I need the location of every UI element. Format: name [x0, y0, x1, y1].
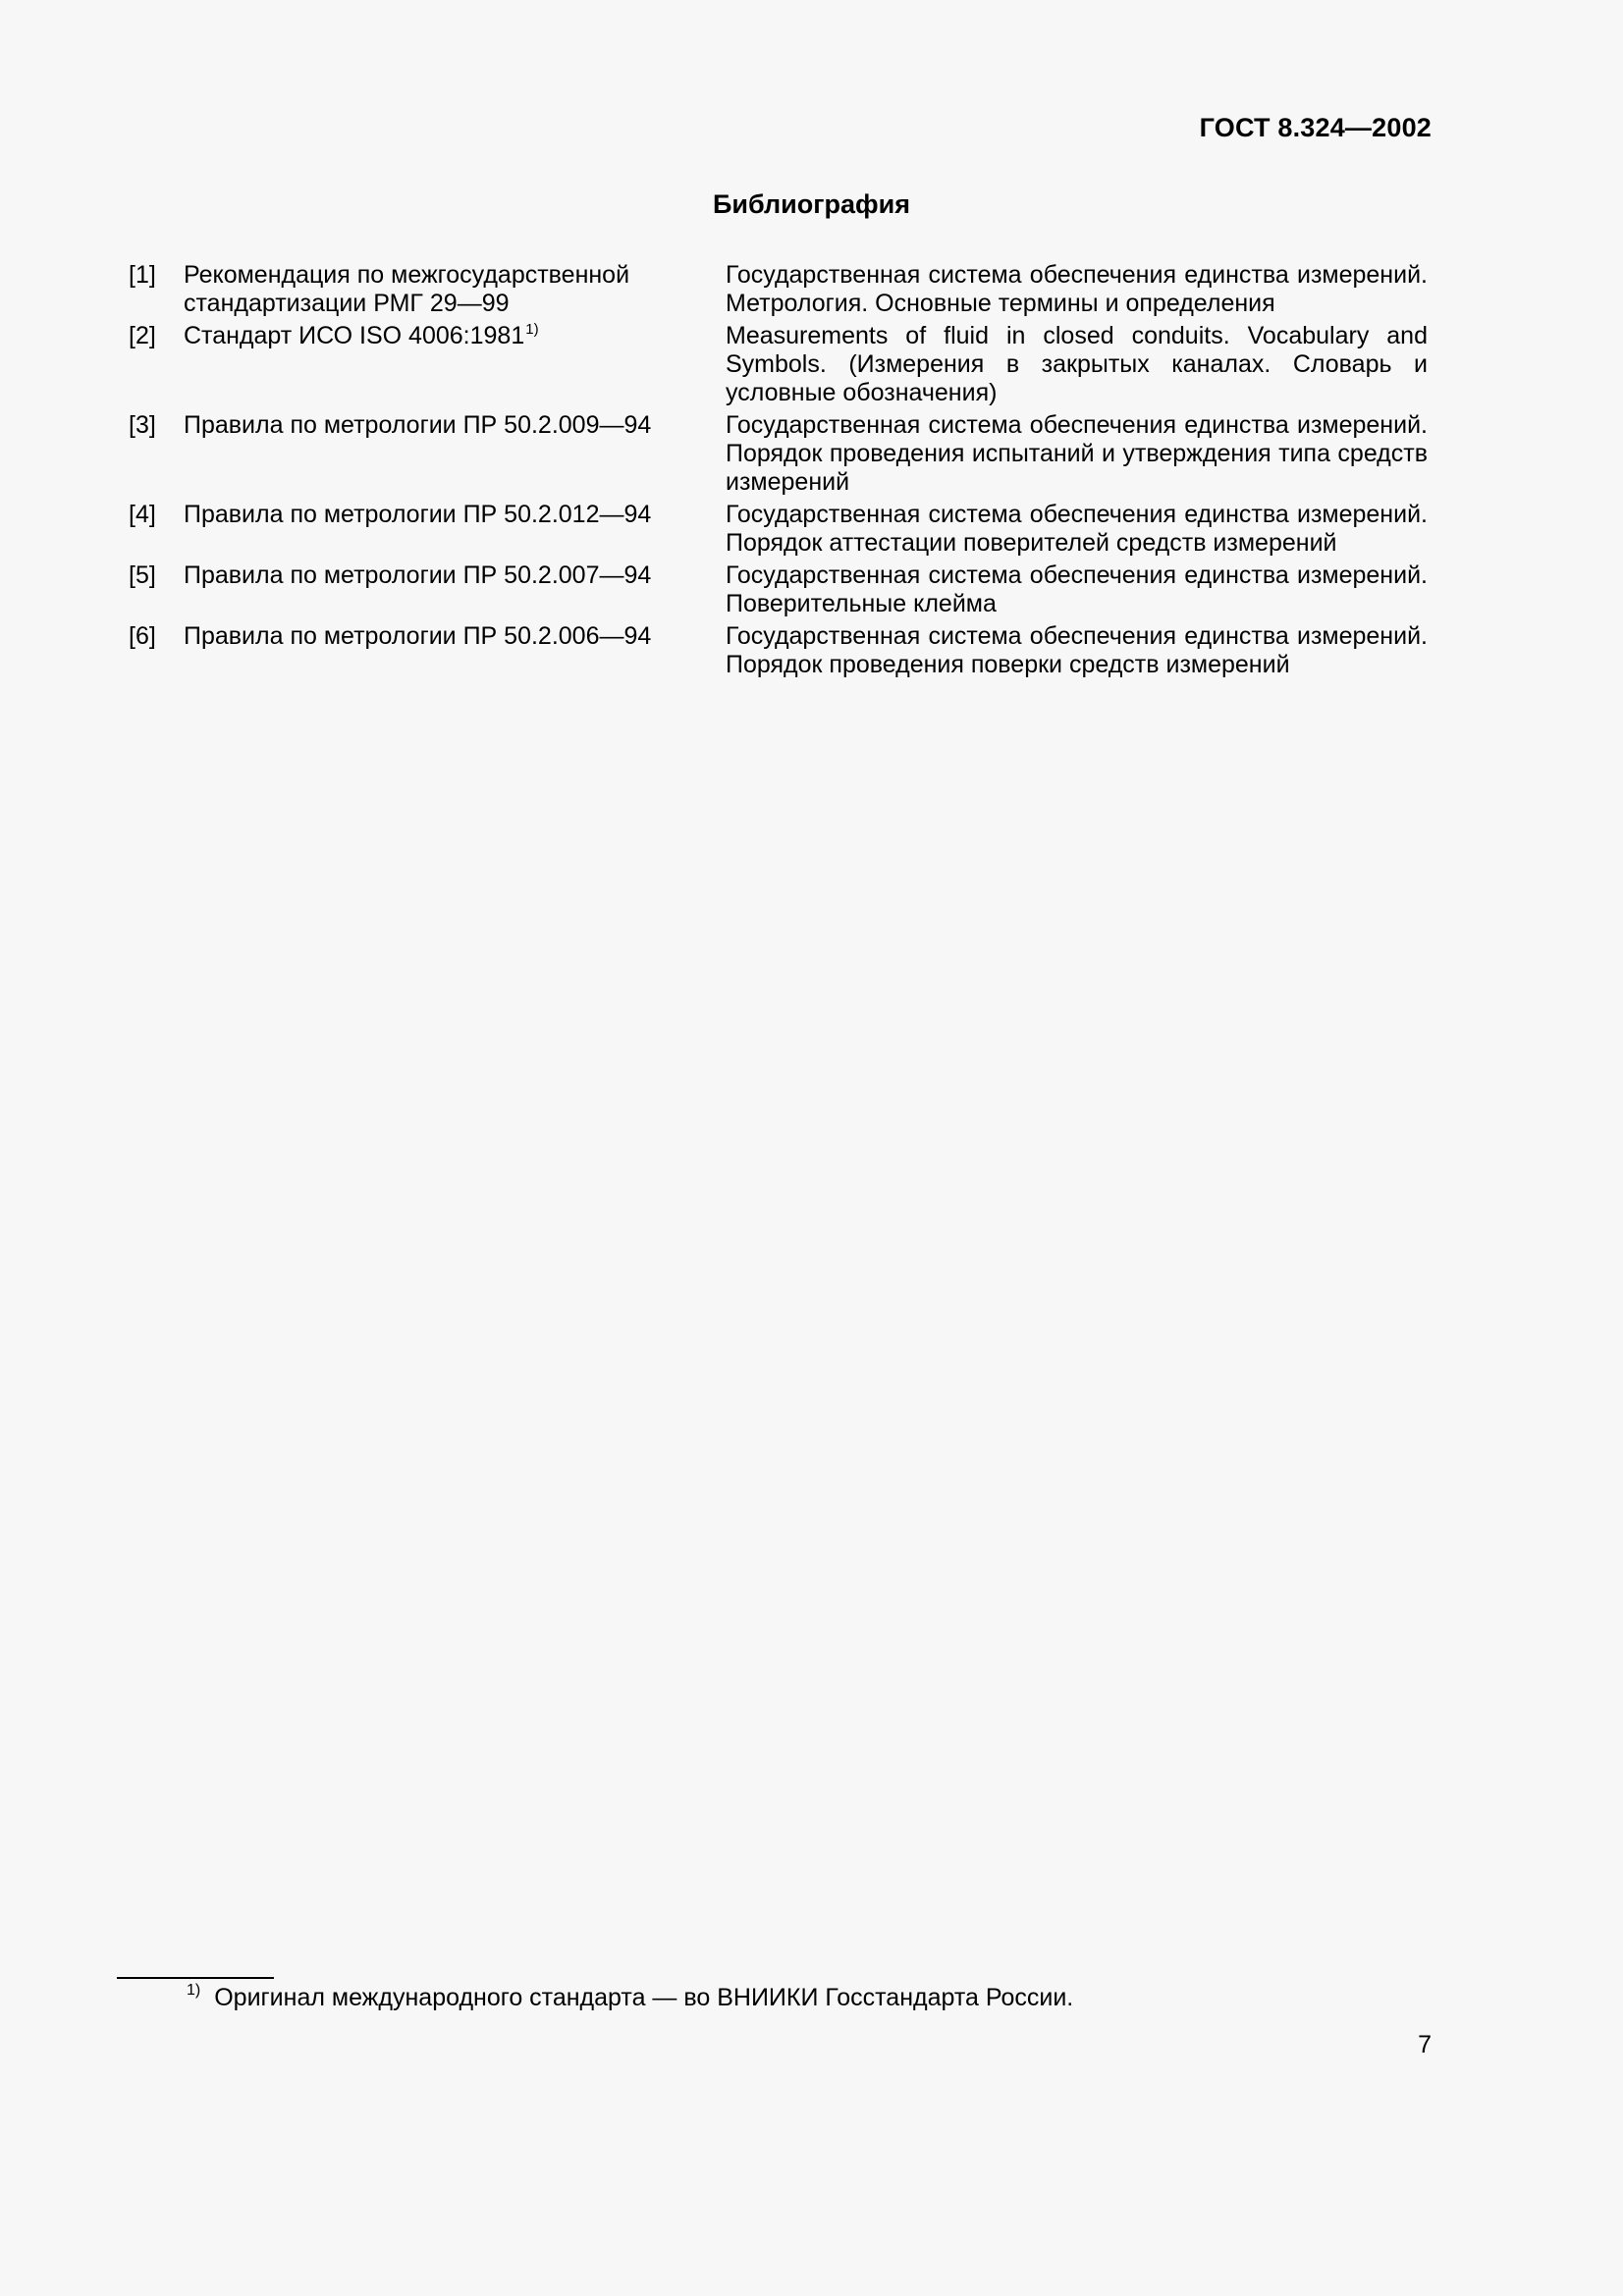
entry-description: Государственная система обеспечения единства измерений. Метрология. Основные термины и определения — [726, 261, 1428, 317]
entry-source — [184, 622, 726, 683]
entry-description: Государственная система обеспечения единства измерений. Порядок проведения испытаний и утверждения типа средств измерений — [726, 411, 1428, 496]
entry-source — [184, 261, 726, 322]
footnote-text: Оригинал международного стандарта — во ВНИИКИ Госстандарта России. — [214, 1984, 1074, 2011]
entry-source-text: Рекомендация по межгосударственной стандартизации РМГ 29—99 — [184, 261, 630, 317]
entry-number: [1] — [129, 261, 156, 289]
bibliography-entry — [129, 322, 1428, 411]
entry-source-text: Стандарт ИСО ISO 4006:1981 — [184, 322, 525, 349]
entry-number: [4] — [129, 501, 156, 528]
page-number: 7 — [1418, 2031, 1432, 2058]
footnote — [187, 1983, 1073, 2012]
bibliography-entry — [129, 561, 1428, 622]
footnote-reference: 1) — [525, 321, 539, 338]
entry-source — [184, 322, 726, 411]
document-code: ГОСТ 8.324—2002 — [1199, 113, 1432, 142]
entry-description: Государственная система обеспечения единства измерений. Порядок аттестации поверителей средств измерений — [726, 501, 1428, 557]
entry-source — [184, 411, 726, 501]
entry-number: [6] — [129, 622, 156, 650]
entry-description: Государственная система обеспечения единства измерений. Поверительные клейма — [726, 561, 1428, 617]
entry-description: Measurements of fluid in closed conduits. Vocabulary and Symbols. (Измерения в закрытых каналах. Словарь и условные обозначения) — [726, 322, 1428, 406]
entry-source-text: Правила по метрологии ПР 50.2.006—94 — [184, 622, 652, 650]
entry-description: Государственная система обеспечения единства измерений. Порядок проведения поверки средств измерений — [726, 622, 1428, 678]
entry-number: [3] — [129, 411, 156, 439]
entry-source — [184, 561, 726, 622]
entry-number: [2] — [129, 322, 156, 349]
entry-source-text: Правила по метрологии ПР 50.2.007—94 — [184, 561, 652, 589]
bibliography-entry — [129, 501, 1428, 561]
entry-source — [184, 501, 726, 561]
entry-source-text: Правила по метрологии ПР 50.2.009—94 — [184, 411, 652, 439]
bibliography-entry — [129, 622, 1428, 683]
footnote-separator — [117, 1977, 274, 1979]
bibliography-entry — [129, 411, 1428, 501]
section-title: Библиография — [713, 189, 910, 219]
bibliography-table — [129, 261, 1428, 683]
bibliography-entry — [129, 261, 1428, 322]
entry-number: [5] — [129, 561, 156, 589]
entry-source-text: Правила по метрологии ПР 50.2.012—94 — [184, 501, 652, 528]
footnote-marker: 1) — [187, 1982, 201, 1999]
